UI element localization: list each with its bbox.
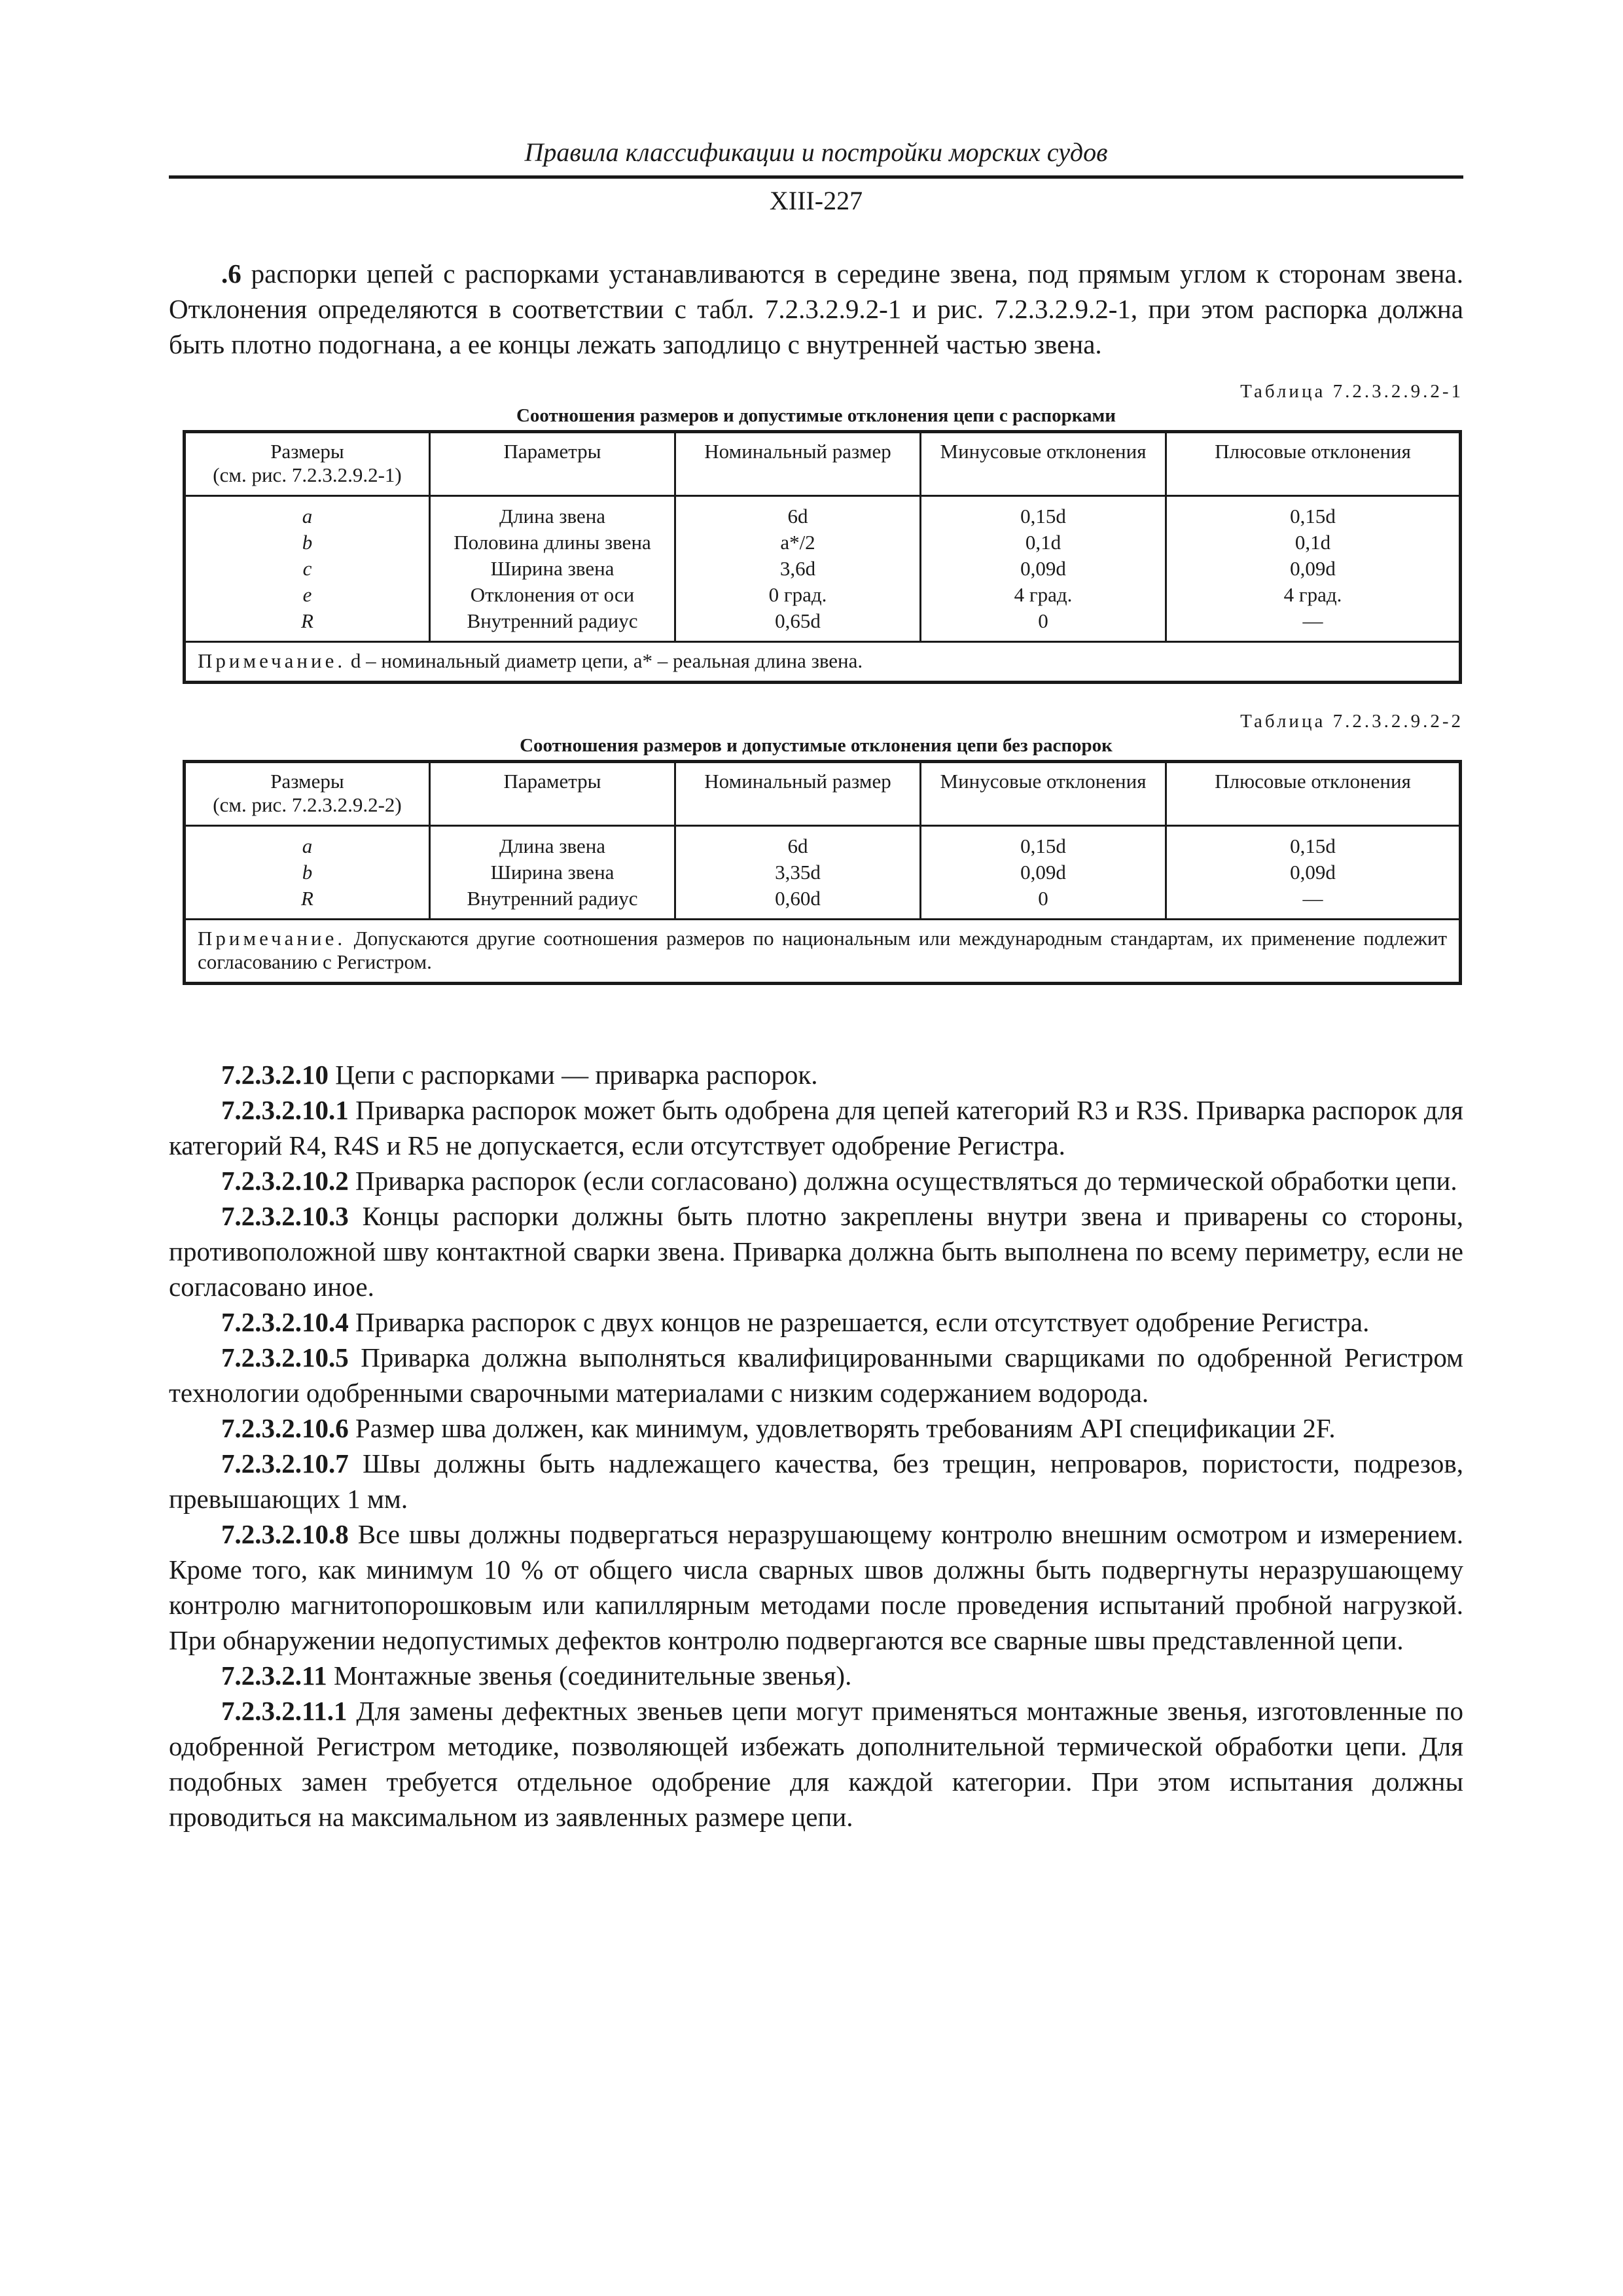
cell-symbol: c [185,556,430,582]
sections [169,1057,1463,1835]
cell-parameter: Половина длины звена [430,529,675,556]
section-text: Приварка распорок может быть одобрена для цепей категорий R3 и R3S. Приварка распорок для категорий R4, R4S и R5 не допускается, если отсутствует одобрение Регистра. [169,1095,1463,1160]
header-nominal: Номинальный размер [675,762,921,826]
cell-nominal: 3,35d [675,859,921,886]
cell-minus: 0,15d [921,826,1166,860]
cell-minus: 0,09d [921,859,1166,886]
cell-symbol: e [185,582,430,608]
section-number: 7.2.3.2.10.3 [221,1201,349,1231]
cell-minus: 0,15d [921,496,1166,530]
paragraph-6 [169,256,1463,362]
cell-symbol: a [185,826,430,860]
cell-parameter: Длина звена [430,826,675,860]
header-parameters: Параметры [430,762,675,826]
section-number: 7.2.3.2.11 [221,1660,327,1691]
cell-symbol: R [185,608,430,642]
cell-plus: 0,15d [1166,826,1461,860]
cell-plus: 0,09d [1166,859,1461,886]
section-number: 7.2.3.2.10.6 [221,1413,349,1443]
table2 [183,760,1462,985]
section-7-2-3-2-10-4 [169,1304,1463,1340]
table-row [185,582,1461,608]
paragraph-text: распорки цепей с распорками устанавливаются в середине звена, под прямым углом к сторонам звена. Отклонения определяются в соответствии с табл. 7.2.3.2.9.2-1 и рис. 7.2.3.2.9.2-1, при этом распорка должна быть плотно подогнана, а ее концы лежать заподлицо с внутренней частью звена. [169,259,1463,359]
table1-note [185,642,1461,683]
table1-block [169,380,1463,684]
header-plus: Плюсовые отклонения [1166,762,1461,826]
cell-plus: 0,15d [1166,496,1461,530]
section-text: Для замены дефектных звеньев цепи могут применяться монтажные звенья, изготовленные по одобренной Регистром методике, позволяющей избежать дополнительной термической обработки цепи. Для подобных замен требуется отдельное одобрение для каждой категории. При этом испытания должны проводиться на максимальном из заявленных размере цепи. [169,1696,1463,1832]
section-7-2-3-2-10 [169,1057,1463,1092]
table-row [185,826,1461,860]
section-text: Приварка должна выполняться квалифицированными сварщиками по одобренной Регистром технологии одобренными сварочными материалами с низким содержанием водорода. [169,1342,1463,1408]
cell-symbol: b [185,859,430,886]
page-number: XIII-227 [769,186,863,215]
section-text: Швы должны быть надлежащего качества, без трещин, непроваров, пористости, подрезов, превышающих 1 мм. [169,1448,1463,1514]
table1-header-row [185,432,1461,496]
document-page [169,137,1463,1835]
note-label: Примечание. [198,649,346,672]
section-7-2-3-2-10-1 [169,1092,1463,1163]
cell-nominal: 0,65d [675,608,921,642]
section-7-2-3-2-10-3 [169,1198,1463,1304]
table-row [185,886,1461,920]
section-number: 7.2.3.2.10.7 [221,1448,349,1479]
cell-symbol: b [185,529,430,556]
cell-parameter: Внутренний радиус [430,886,675,920]
section-7-2-3-2-11 [169,1658,1463,1693]
section-number: 7.2.3.2.11.1 [221,1696,348,1726]
cell-nominal: 6d [675,826,921,860]
cell-parameter: Внутренний радиус [430,608,675,642]
note-text: d – номинальный диаметр цепи, a* – реальная длина звена. [350,649,863,672]
table-row [185,556,1461,582]
section-text: Цепи с распорками — приварка распорок. [329,1060,818,1090]
section-text: Все швы должны подвергаться неразрушающему контролю внешним осмотром и измерением. Кроме того, как минимум 10 % от общего числа сварных швов должны быть подвергнуты неразрушающему контролю магнитопорошковым или капиллярным методами после проведения испытаний пробной нагрузкой. При обнаружении недопустимых дефектов контролю подвергаются все сварные швы представленной цепи. [169,1519,1463,1655]
cell-minus: 0 [921,608,1166,642]
header-nominal: Номинальный размер [675,432,921,496]
cell-symbol: R [185,886,430,920]
table2-caption: Соотношения размеров и допустимые отклонения цепи без распорок [520,735,1113,756]
header-dimensions: Размеры (см. рис. 7.2.3.2.9.2-2) [185,762,430,826]
cell-nominal: 6d [675,496,921,530]
table1 [183,430,1462,684]
table2-note [185,920,1461,984]
cell-nominal: 0,60d [675,886,921,920]
section-number: 7.2.3.2.10.4 [221,1307,349,1337]
table2-block [169,710,1463,985]
cell-minus: 0 [921,886,1166,920]
cell-plus: — [1166,608,1461,642]
section-text: Размер шва должен, как минимум, удовлетворять требованиям API спецификации 2F. [348,1413,1336,1443]
header-plus: Плюсовые отклонения [1166,432,1461,496]
table-row [185,529,1461,556]
cell-nominal: a*/2 [675,529,921,556]
section-number: 7.2.3.2.10 [221,1060,329,1090]
table1-caption: Соотношения размеров и допустимые отклонения цепи с распорками [516,405,1116,426]
table-row [185,496,1461,530]
section-number: 7.2.3.2.10.1 [221,1095,349,1125]
section-7-2-3-2-10-7 [169,1446,1463,1516]
cell-plus: — [1166,886,1461,920]
cell-symbol: a [185,496,430,530]
table1-label: Таблица 7.2.3.2.9.2-1 [1240,381,1463,402]
cell-nominal: 3,6d [675,556,921,582]
section-text: Приварка распорок (если согласовано) должна осуществляться до термической обработки цепи. [348,1166,1457,1196]
cell-minus: 0,1d [921,529,1166,556]
header-minus: Минусовые отклонения [921,432,1166,496]
section-7-2-3-2-10-5 [169,1340,1463,1410]
cell-plus: 4 град. [1166,582,1461,608]
paragraph-number: .6 [221,259,241,289]
section-number: 7.2.3.2.10.8 [221,1519,349,1549]
section-text: Монтажные звенья (соединительные звенья). [327,1660,852,1691]
table-row [185,608,1461,642]
section-number: 7.2.3.2.10.2 [221,1166,349,1196]
table2-note-row [185,920,1461,984]
cell-plus: 0,1d [1166,529,1461,556]
note-label: Примечание. [198,927,346,950]
cell-parameter: Ширина звена [430,859,675,886]
cell-minus: 0,09d [921,556,1166,582]
cell-minus: 4 град. [921,582,1166,608]
cell-plus: 0,09d [1166,556,1461,582]
section-7-2-3-2-11-1 [169,1693,1463,1835]
cell-parameter: Ширина звена [430,556,675,582]
section-7-2-3-2-10-2 [169,1163,1463,1198]
section-text: Концы распорки должны быть плотно закреплены внутри звена и приварены со стороны, противоположной шву контактной сварки звена. Приварка должна быть выполнена по всему периметру, если не согласовано иное. [169,1201,1463,1302]
note-text: Допускаются другие соотношения размеров по национальным или международным стандартам, их применение подлежит согласованию с Регистром. [198,927,1448,973]
cell-parameter: Отклонения от оси [430,582,675,608]
header-parameters: Параметры [430,432,675,496]
section-text: Приварка распорок с двух концов не разрешается, если отсутствует одобрение Регистра. [348,1307,1370,1337]
cell-nominal: 0 град. [675,582,921,608]
table2-header-row [185,762,1461,826]
section-7-2-3-2-10-8 [169,1516,1463,1658]
running-title: Правила классификации и постройки морских судов [169,137,1463,179]
table1-note-row [185,642,1461,683]
header-dimensions: Размеры (см. рис. 7.2.3.2.9.2-1) [185,432,430,496]
cell-parameter: Длина звена [430,496,675,530]
section-number: 7.2.3.2.10.5 [221,1342,349,1372]
section-7-2-3-2-10-6 [169,1410,1463,1446]
header-minus: Минусовые отклонения [921,762,1166,826]
table-row [185,859,1461,886]
table2-label: Таблица 7.2.3.2.9.2-2 [1240,711,1463,732]
